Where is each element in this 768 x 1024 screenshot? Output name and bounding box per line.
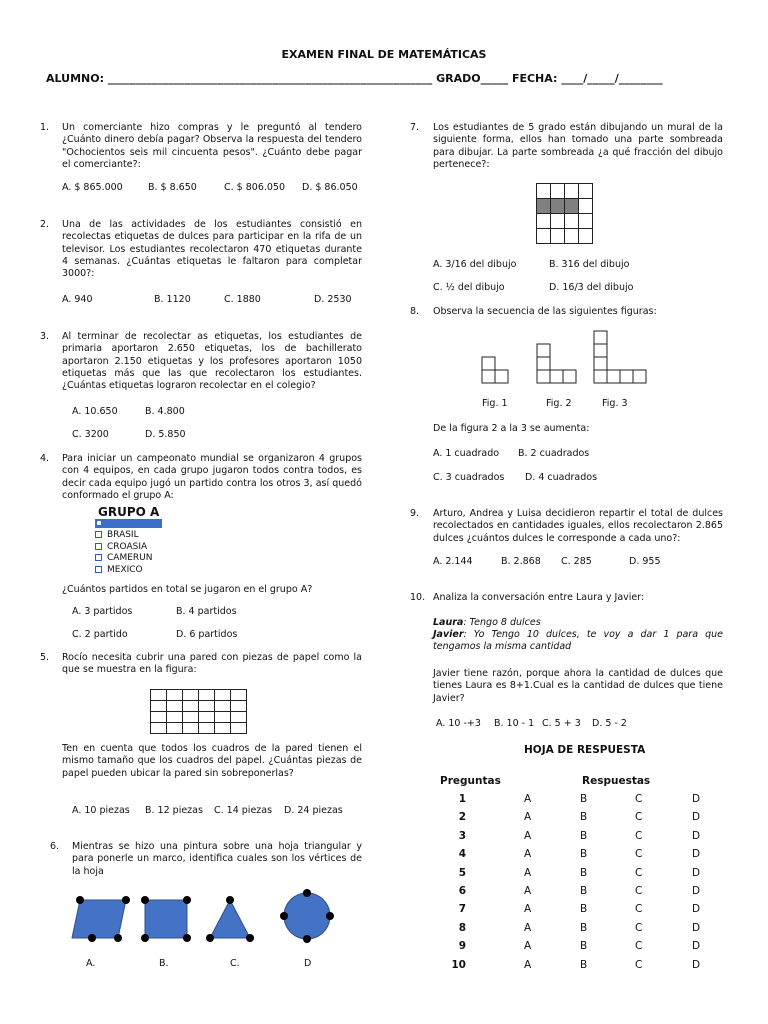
q5-text: Rocío necesita cubrir una pared con piezas de papel como la que se muestra en la figura: (62, 652, 362, 676)
group-a-team-list (95, 530, 152, 576)
q9-number: 9. (410, 508, 420, 519)
q2-option-a[interactable]: A. 940 (62, 294, 93, 305)
laura-dialogue (433, 617, 541, 628)
answer-row-number: 1 (458, 793, 466, 805)
team-item: BRASIL (95, 530, 152, 542)
q1-option-a[interactable]: A. $ 865.000 (62, 182, 123, 193)
answer-row-number: 10 (451, 958, 466, 971)
answer-row-number: 6 (458, 885, 466, 897)
answer-choice-a[interactable]: A (524, 848, 532, 861)
answer-choice-a[interactable]: A (524, 921, 532, 934)
answer-row-number: 2 (458, 811, 466, 824)
answer-choice-c[interactable]: C (635, 903, 643, 916)
answer-row (430, 940, 750, 958)
q5-text2: Ten en cuenta que todos los cuadros de la pared tienen el mismo tamaño que los cuadros del papel. ¿Cuántas piezas de papel pueden ubicar la pared sin sobreponerlas? (62, 743, 362, 779)
student-header: ALUMNO: ___________________________________________________________ GRADO_____ FECHA: ____/_____/________ (46, 72, 663, 85)
answer-choice-b[interactable]: B (580, 903, 588, 916)
answer-row-number: 9 (458, 940, 466, 953)
q8-option-c[interactable]: C. 3 cuadrados (433, 472, 505, 483)
answer-choice-d[interactable]: D (692, 885, 701, 897)
q10-number: 10. (410, 592, 426, 603)
q9-option-b[interactable]: B. 2.868 (501, 556, 541, 567)
answer-choice-b[interactable]: B (580, 885, 588, 897)
q8-sequence-figures (475, 325, 655, 387)
answer-choice-b[interactable]: B (580, 921, 588, 934)
answer-choice-d[interactable]: D (692, 958, 701, 971)
q5-option-c[interactable]: C. 14 piezas (214, 805, 273, 816)
q7-option-c[interactable]: C. ½ del dibujo (433, 282, 505, 293)
q5-option-b[interactable]: B. 12 piezas (145, 805, 203, 816)
q5-option-d[interactable]: D. 24 piezas (284, 805, 343, 816)
q4-text: Para iniciar un campeonato mundial se organizaron 4 grupos con 4 equipos, en cada grupo jugaron todos contra todos, es decir cada equipo jugó un partido contra los otros 3, así quedó conformado el grupo A: (62, 453, 362, 501)
q4-option-c[interactable]: C. 2 partido (72, 629, 128, 640)
fig1-label: Fig. 1 (482, 398, 508, 409)
group-a-title: GRUPO A (98, 505, 160, 519)
q2-option-c[interactable]: C. 1880 (224, 294, 261, 305)
exam-title: EXAMEN FINAL DE MATEMÁTICAS (281, 48, 487, 61)
answer-choice-b[interactable]: B (580, 811, 588, 824)
answer-row (430, 959, 750, 977)
answer-choice-a[interactable]: A (524, 793, 532, 805)
answer-choice-d[interactable]: D (692, 903, 701, 916)
q6-number: 6. (50, 841, 60, 852)
q6-label-a[interactable]: A. (86, 958, 96, 969)
parallelogram-shape[interactable] (72, 896, 130, 942)
q8-text: Observa la secuencia de las siguientes figuras: (433, 306, 657, 317)
q8-option-d[interactable]: D. 4 cuadrados (525, 472, 598, 483)
q10-option-d[interactable]: D. 5 - 2 (592, 718, 627, 729)
answer-row-number: 8 (458, 921, 466, 934)
mural-grid (536, 183, 593, 244)
q10-option-b[interactable]: B. 10 - 1 (494, 718, 535, 729)
checkbox-icon (95, 554, 102, 561)
q4-option-b[interactable]: B. 4 partidos (176, 606, 237, 617)
q8-number: 8. (410, 306, 420, 317)
answer-choice-b[interactable]: B (580, 848, 588, 861)
answer-col-preguntas: Preguntas (440, 775, 501, 787)
answer-row (430, 830, 750, 848)
answer-choice-d[interactable]: D (692, 811, 701, 824)
q8-question: De la figura 2 a la 3 se aumenta: (433, 423, 590, 434)
answer-choice-d[interactable]: D (692, 829, 701, 842)
q3-option-c[interactable]: C. 3200 (72, 429, 109, 440)
wall-grid (150, 689, 247, 734)
q1-option-d[interactable]: D. $ 86.050 (302, 182, 358, 193)
q7-text: Los estudiantes de 5 grado están dibujando un mural de la siguiente forma, ellos han tomado una parte sombreada para dibujar. La parte sombreada ¿a qué fracción del dibujo pertenece?: (433, 122, 723, 170)
answer-choice-c[interactable]: C (635, 866, 643, 879)
answer-choice-b[interactable]: B (580, 866, 588, 879)
q3-text: Al terminar de recolectar as etiquetas, los estudiantes de primaria aportaron 2.650 etiquetas, los de bachillerato aportaron 2.150 etiquetas y los profesores aportaron 1050 etiquetas más que las que recolectaron los estudiantes. ¿Cuántas etiquetas lograron recolectar en el colegio? (62, 331, 362, 392)
answer-choice-b[interactable]: B (580, 829, 588, 842)
triangle-shape[interactable] (206, 896, 254, 942)
answer-choice-d[interactable]: D (692, 940, 701, 953)
fig3-shape (594, 331, 646, 383)
q9-option-a[interactable]: A. 2.144 (433, 556, 473, 567)
q5-option-a[interactable]: A. 10 piezas (72, 805, 130, 816)
answer-choice-d[interactable]: D (692, 793, 701, 805)
javier-line: : Yo Tengo 10 dulces, te voy a dar 1 para que tengamos la misma cantidad (433, 629, 723, 653)
answer-choice-a[interactable]: A (524, 885, 532, 897)
q6-shapes (68, 888, 338, 948)
circle-shape[interactable] (280, 889, 334, 943)
q9-text: Arturo, Andrea y Luisa decidieron repartir el total de dulces recolectados en cantidades iguales, ellos recolectaron 2.865 dulces ¿cuántos dulces le corresponde a cada uno?: (433, 508, 723, 544)
answer-choice-a[interactable]: A (524, 940, 532, 953)
q8-option-a[interactable]: A. 1 cuadrado (433, 448, 500, 459)
q6-label-d[interactable]: D (304, 958, 312, 969)
q5-number: 5. (40, 652, 50, 663)
answer-row (430, 885, 750, 903)
answer-row (430, 867, 750, 885)
q3-option-a[interactable]: A. 10.650 (72, 406, 118, 417)
answer-choice-a[interactable]: A (524, 903, 532, 916)
q10-text: Analiza la conversación entre Laura y Javier: (433, 592, 645, 603)
q6-text: Mientras se hizo una pintura sobre una hoja triangular y para ponerle un marco, identifica cuales son los vértices de la hoja (72, 841, 362, 877)
answer-choice-c[interactable]: C (635, 793, 643, 805)
answer-choice-a[interactable]: A (524, 829, 532, 842)
fig3-label: Fig. 3 (602, 398, 628, 409)
answer-row (430, 793, 750, 811)
q3-option-b[interactable]: B. 4.800 (145, 406, 185, 417)
q4-question: ¿Cuántos partidos en total se jugaron en el grupo A? (62, 584, 313, 595)
q2-number: 2. (40, 219, 50, 230)
q9-option-d[interactable]: D. 955 (629, 556, 661, 567)
answer-choice-c[interactable]: C (635, 885, 643, 897)
q9-option-c[interactable]: C. 285 (561, 556, 592, 567)
q1-number: 1. (40, 122, 50, 133)
q1-option-b[interactable]: B. $ 8.650 (148, 182, 197, 193)
answer-row-number: 5 (458, 866, 466, 879)
answer-choice-b[interactable]: B (580, 958, 588, 971)
answer-choice-c[interactable]: C (635, 958, 643, 971)
answer-row (430, 848, 750, 866)
q10-option-a[interactable]: A. 10 -+3 (436, 718, 481, 729)
answer-row-number: 3 (458, 829, 466, 842)
q1-option-c[interactable]: C. $ 806.050 (224, 182, 286, 193)
javier-dialogue (433, 629, 723, 654)
answer-choice-c[interactable]: C (635, 848, 643, 861)
answer-choice-c[interactable]: C (635, 829, 643, 842)
answer-choice-c[interactable]: C (635, 811, 643, 824)
square-shape[interactable] (141, 896, 191, 942)
q4-number: 4. (40, 453, 50, 464)
fig2-label: Fig. 2 (546, 398, 572, 409)
q6-label-c[interactable]: C. (230, 958, 240, 969)
answer-choice-d[interactable]: D (692, 848, 701, 861)
answer-col-respuestas: Respuestas (582, 775, 651, 787)
answer-choice-a[interactable]: A (524, 811, 532, 824)
q2-option-d[interactable]: D. 2530 (314, 294, 352, 305)
q2-text: Una de las actividades de los estudiantes consistió en recolectas etiquetas de dulces para participar en la rifa de un televisor. Los estudiantes recolectaron 470 etiquetas durante 4 semanas. ¿Cuántas etiquetas le faltaron para completar 3000?: (62, 219, 362, 280)
q8-option-b[interactable]: B. 2 cuadrados (518, 448, 590, 459)
answer-row-number: 4 (458, 848, 466, 861)
q10-text2: Javier tiene razón, porque ahora la cantidad de dulces que tienes Laura es 8+1.Cual es la cantidad de dulces que tiene Javier? (433, 668, 723, 704)
answer-choice-b[interactable]: B (580, 940, 588, 953)
group-a-bar-marker (97, 521, 101, 525)
q4-option-a[interactable]: A. 3 partidos (72, 606, 133, 617)
checkbox-icon (95, 566, 102, 573)
q3-number: 3. (40, 331, 50, 342)
laura-line: : Tengo 8 dulces (463, 617, 541, 628)
q7-number: 7. (410, 122, 420, 133)
fig1-shape (482, 357, 508, 383)
group-a-header-bar (95, 519, 162, 528)
team-item: MEXICO (95, 565, 152, 577)
fig2-shape (537, 344, 576, 383)
answer-row (430, 903, 750, 921)
q6-label-b[interactable]: B. (159, 958, 169, 969)
q7-option-d[interactable]: D. 16/3 del dibujo (549, 282, 634, 293)
answer-choice-a[interactable]: A (524, 866, 532, 879)
q2-option-b[interactable]: B. 1120 (154, 294, 191, 305)
javier-name: Javier (433, 629, 464, 640)
q4-option-d[interactable]: D. 6 partidos (176, 629, 238, 640)
answer-choice-b[interactable]: B (580, 793, 588, 805)
answer-choice-c[interactable]: C (635, 940, 643, 953)
q7-option-a[interactable]: A. 3/16 del dibujo (433, 259, 517, 270)
team-item: CAMERUN (95, 553, 152, 565)
q7-option-b[interactable]: B. 316 del dibujo (549, 259, 630, 270)
answer-sheet-title: HOJA DE RESPUESTA (524, 744, 646, 756)
checkbox-icon (95, 543, 102, 550)
answer-choice-d[interactable]: D (692, 921, 701, 934)
q3-option-d[interactable]: D. 5.850 (145, 429, 186, 440)
laura-name: Laura (433, 617, 464, 628)
answer-choice-c[interactable]: C (635, 921, 643, 934)
checkbox-icon (95, 531, 102, 538)
q10-option-c[interactable]: C. 5 + 3 (542, 718, 581, 729)
answer-choice-d[interactable]: D (692, 866, 701, 879)
answer-row-number: 7 (458, 903, 466, 916)
answer-row (430, 922, 750, 940)
answer-row (430, 811, 750, 829)
team-item: CROASIA (95, 542, 152, 554)
q1-text: Un comerciante hizo compras y le preguntó al tendero ¿Cuánto dinero debía pagar? Observa la respuesta del tendero "Ochocientos seis mil cincuenta pesos". ¿Cuánto debe pagar el comerciante?: (62, 122, 362, 170)
answer-choice-a[interactable]: A (524, 958, 532, 971)
